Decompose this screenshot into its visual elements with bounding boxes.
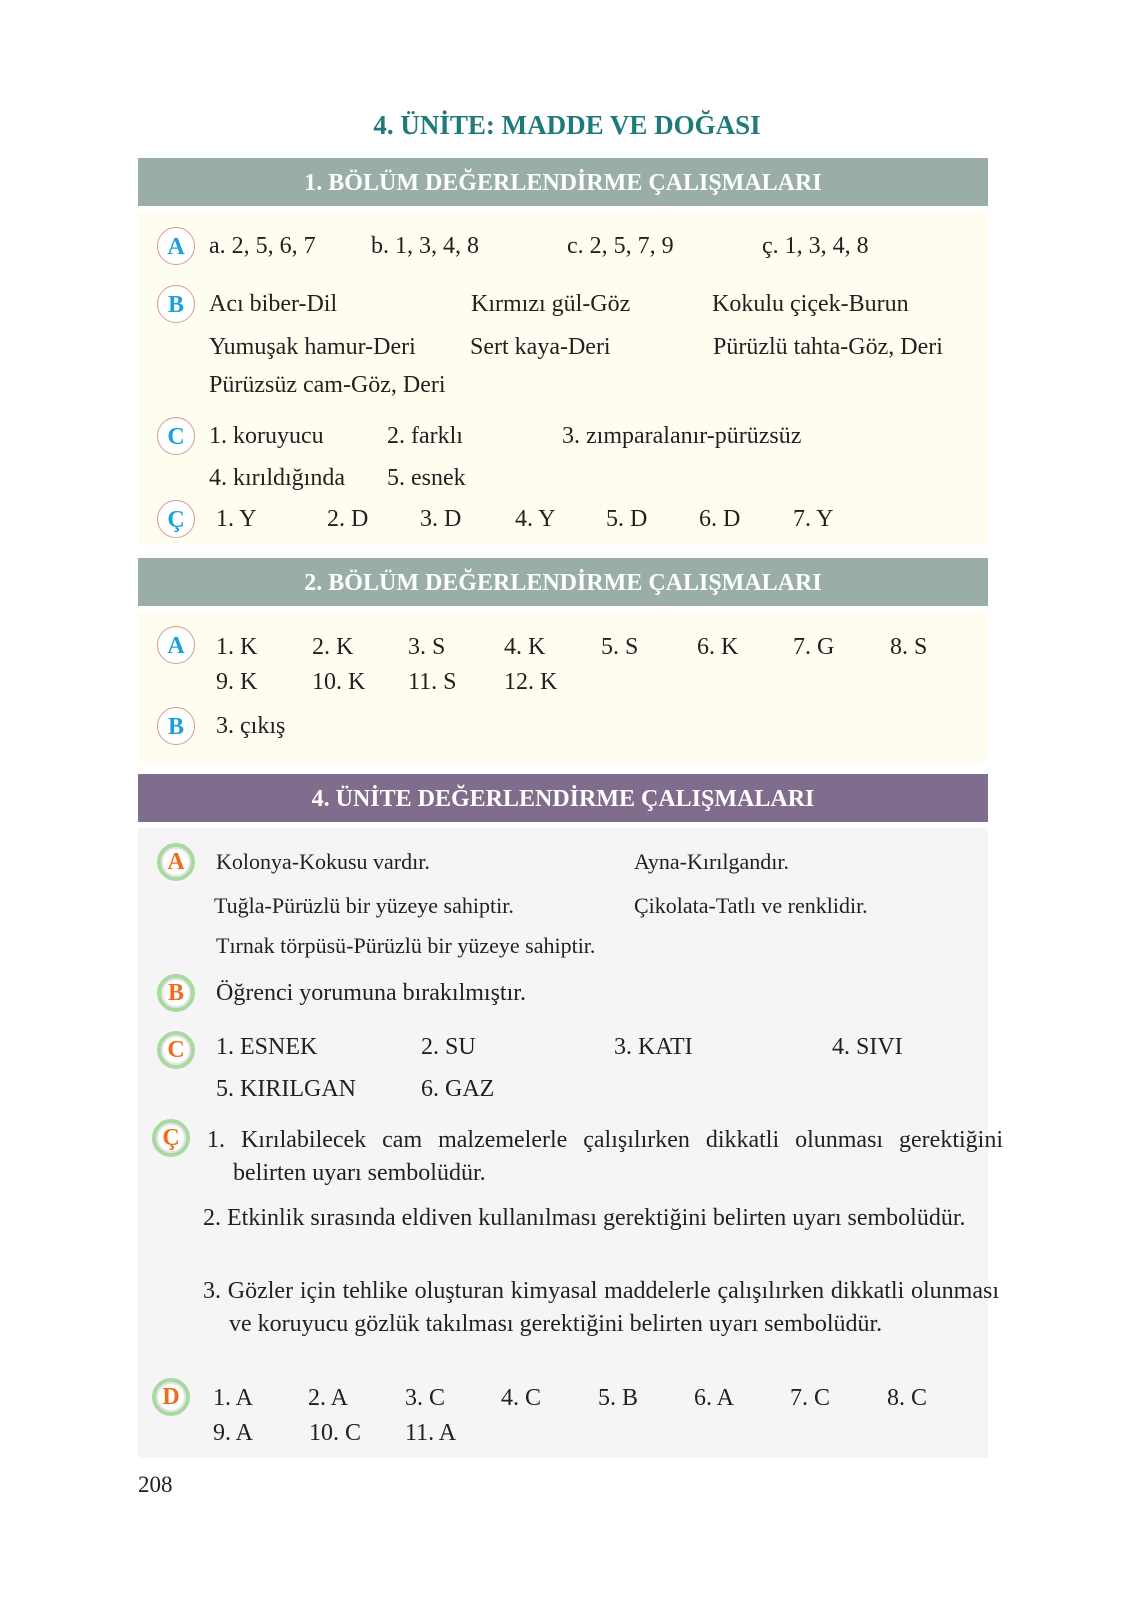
answer-letter-c: C	[157, 1031, 195, 1069]
answer-item: Öğrenci yorumuna bırakılmıştır.	[216, 980, 526, 1006]
answer-paragraph: 1. Kırılabilecek cam malzemelerle çalışılırken dikkatli olunması gerektiğini belirten uyarı sembolüdür.	[207, 1127, 1003, 1186]
answer-item: 2. SU	[421, 1034, 476, 1060]
answer-item: Pürüzsüz cam-Göz, Deri	[209, 372, 446, 398]
answer-letter-c-cedilla: Ç	[152, 1119, 190, 1157]
answer-item: 8. S	[890, 634, 928, 660]
answer-item: 7. C	[790, 1385, 831, 1411]
answer-item: Ayna-Kırılgandır.	[634, 849, 789, 874]
answer-letter-b: B	[157, 285, 195, 323]
answer-item: 3. KATI	[614, 1034, 693, 1060]
answer-item: 1. A	[213, 1385, 254, 1411]
answer-item: 2. D	[327, 506, 369, 532]
answer-letter-a: A	[157, 843, 195, 881]
answer-item: 1. Y	[216, 506, 257, 532]
answer-letter-c-cedilla: Ç	[157, 500, 195, 538]
answer-item: 11. S	[408, 669, 457, 695]
answer-item: 3. S	[408, 634, 446, 660]
answer-item: 3. C	[405, 1385, 446, 1411]
answer-letter-c: C	[157, 417, 195, 455]
answer-item: Tuğla-Pürüzlü bir yüzeye sahiptir.	[214, 893, 514, 918]
answer-item: 7. Y	[793, 506, 834, 532]
answer-item: Yumuşak hamur-Deri	[209, 334, 416, 360]
answer-paragraph: 2. Etkinlik sırasında eldiven kullanılması gerektiğini belirten uyarı sembolüdür.	[203, 1205, 966, 1231]
answer-item: 4. Y	[515, 506, 556, 532]
answer-item: 9. A	[213, 1420, 254, 1446]
answer-item: 11. A	[405, 1420, 457, 1446]
answer-item: 3. D	[420, 506, 462, 532]
answer-item: c. 2, 5, 7, 9	[567, 233, 674, 259]
answer-item: 2. K	[312, 634, 354, 660]
answer-paragraph: 3. Gözler için tehlike oluşturan kimyasal maddelerle çalışılırken dikkatli olunması ve koruyucu gözlük takılması gerektiğini belirten uyarı sembolüdür.	[203, 1278, 999, 1337]
answer-item: Sert kaya-Deri	[470, 334, 611, 360]
answer-item: a. 2, 5, 6, 7	[209, 233, 316, 259]
answer-item: Tırnak törpüsü-Pürüzlü bir yüzeye sahiptir.	[216, 933, 596, 958]
answer-item: 7. G	[793, 634, 835, 660]
answer-item: 6. GAZ	[421, 1076, 495, 1102]
answer-item: 5. B	[598, 1385, 639, 1411]
answer-item: Kolonya-Kokusu vardır.	[216, 849, 430, 874]
answer-item: 3. zımparalanır-pürüzsüz	[562, 423, 802, 449]
answer-item: 5. D	[606, 506, 648, 532]
answer-item: 1. koruyucu	[209, 423, 324, 449]
answer-item: 8. C	[887, 1385, 928, 1411]
answer-item: 4. K	[504, 634, 546, 660]
answer-item: 2. farklı	[387, 423, 463, 449]
page-number: 208	[138, 1472, 173, 1497]
answer-item: 6. K	[697, 634, 739, 660]
answer-item: 2. A	[308, 1385, 349, 1411]
answer-item: 1. ESNEK	[216, 1034, 318, 1060]
answer-item: 9. K	[216, 669, 258, 695]
answer-item: Kokulu çiçek-Burun	[712, 291, 909, 317]
answer-item: 4. SIVI	[832, 1034, 903, 1060]
answer-item: Acı biber-Dil	[209, 291, 338, 317]
answer-letter-a: A	[157, 227, 195, 265]
answer-item: ç. 1, 3, 4, 8	[762, 233, 869, 259]
answer-item: 5. KIRILGAN	[216, 1076, 356, 1102]
answer-item: 5. esnek	[387, 465, 466, 491]
answer-item: 6. A	[694, 1385, 735, 1411]
answer-letter-a: A	[157, 626, 195, 664]
answer-item: 1. K	[216, 634, 258, 660]
answer-item: 10. C	[309, 1420, 362, 1446]
answer-item: 5. S	[601, 634, 639, 660]
answer-letter-b: B	[157, 974, 195, 1012]
answer-item: 12. K	[504, 669, 558, 695]
answer-item: Kırmızı gül-Göz	[471, 291, 631, 317]
answer-item: 10. K	[312, 669, 366, 695]
section3-header: 4. ÜNİTE DEĞERLENDİRME ÇALIŞMALARI	[138, 774, 988, 822]
unit-title: 4. ÜNİTE: MADDE VE DOĞASI	[373, 110, 761, 140]
answer-item: 4. C	[501, 1385, 542, 1411]
section1-header: 1. BÖLÜM DEĞERLENDİRME ÇALIŞMALARI	[138, 158, 988, 206]
section2-header: 2. BÖLÜM DEĞERLENDİRME ÇALIŞMALARI	[138, 558, 988, 606]
answer-item: Çikolata-Tatlı ve renklidir.	[634, 893, 868, 918]
answer-item: Pürüzlü tahta-Göz, Deri	[713, 334, 943, 360]
answer-item: 3. çıkış	[216, 713, 286, 739]
answer-item: 4. kırıldığında	[209, 465, 345, 491]
answer-letter-b: B	[157, 707, 195, 745]
answer-letter-d: D	[152, 1378, 190, 1416]
answer-item: b. 1, 3, 4, 8	[371, 233, 479, 259]
answer-item: 6. D	[699, 506, 741, 532]
